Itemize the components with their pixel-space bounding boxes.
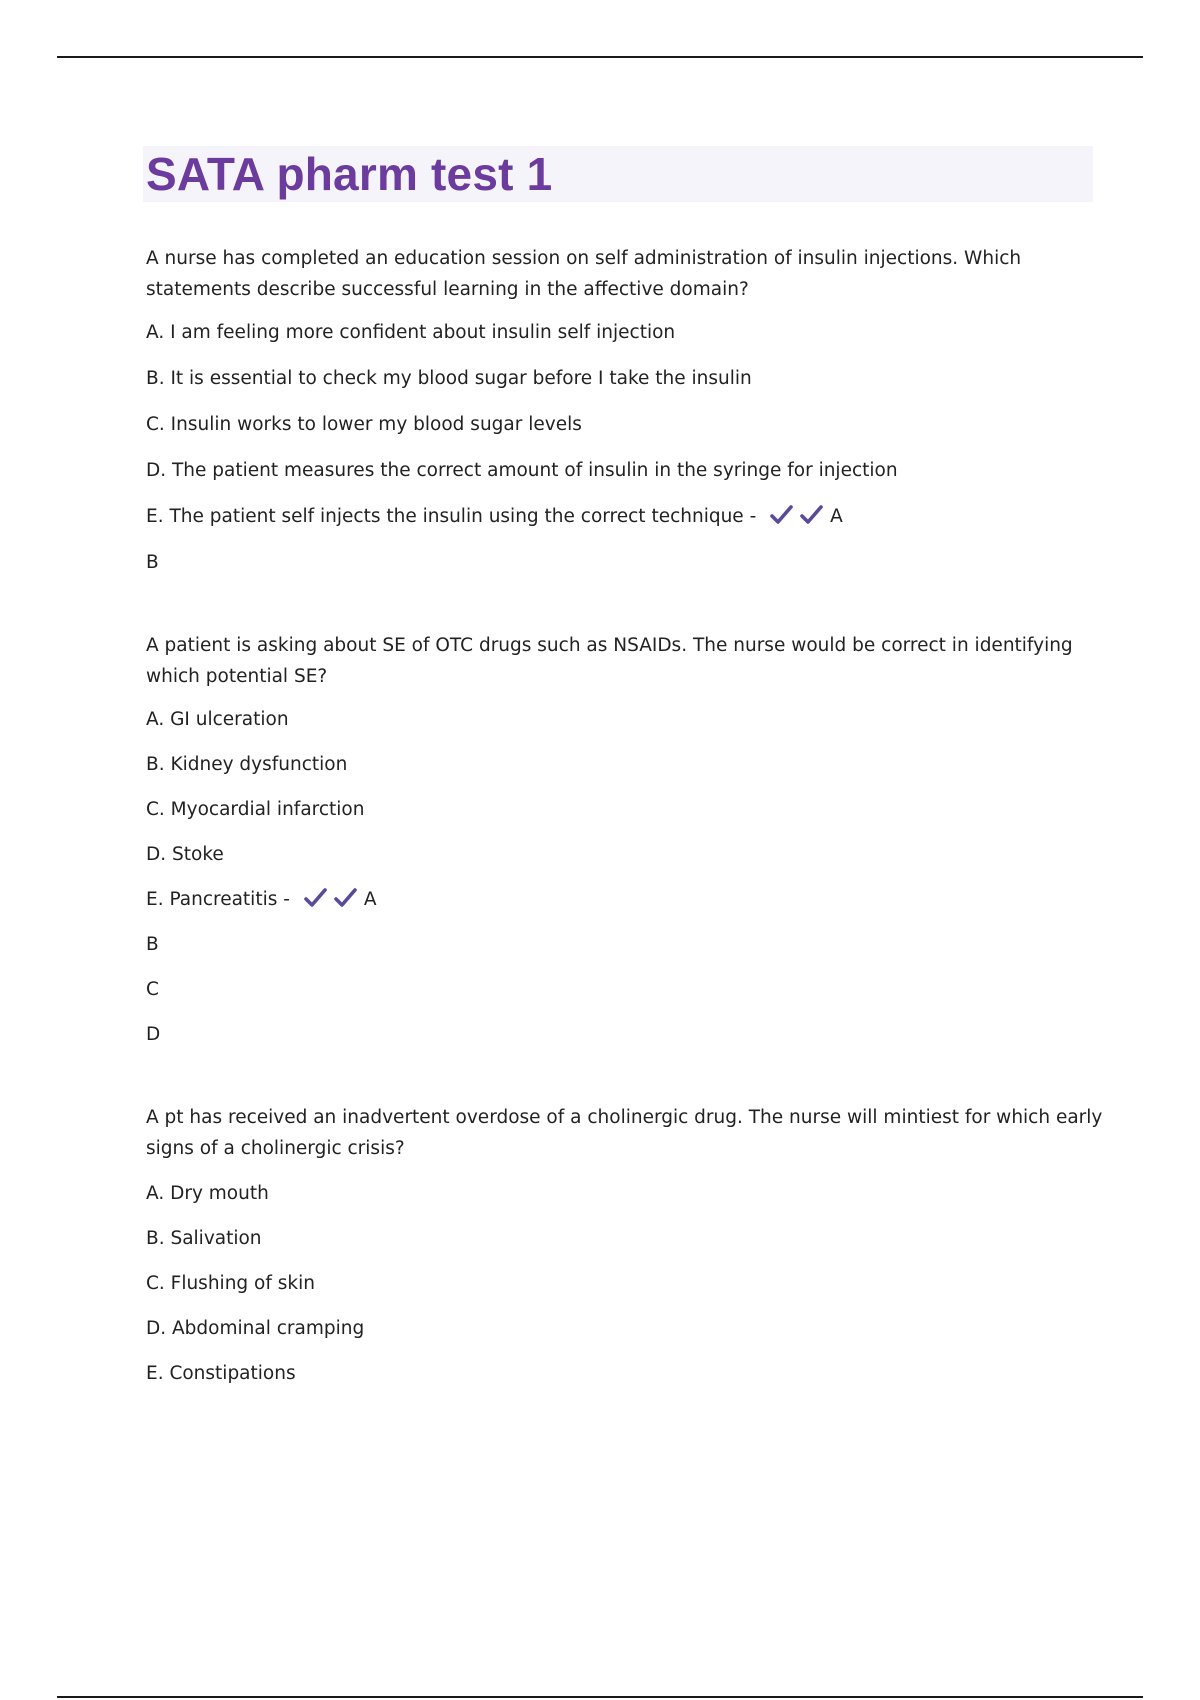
answer-key: A [830, 506, 843, 527]
question-prompt: A patient is asking about SE of OTC drugs such as NSAIDs. The nurse would be correct in identifying which potential SE? [146, 635, 1073, 687]
document-title: SATA pharm test 1 [146, 148, 553, 200]
answer-option: B. Salivation [146, 1228, 262, 1249]
answer-key: A [363, 889, 377, 910]
header-rule [57, 56, 1143, 58]
footer-rule [57, 1696, 1143, 1698]
answer-option: D. The patient measures the correct amount of insulin in the syringe for injection [146, 460, 898, 481]
answer-option: C. Flushing of skin [146, 1273, 315, 1294]
checkmark-icon [770, 504, 794, 526]
answer-option: D. Abdominal cramping [146, 1318, 365, 1339]
answer-option: B. Kidney dysfunction [146, 754, 348, 775]
question-block [146, 1102, 1106, 1389]
answer-option: D. Stoke [146, 844, 224, 865]
answer-option: E. Constipations [146, 1363, 296, 1384]
answer-option: A. GI ulceration [146, 709, 289, 730]
answer-option-text: E. Pancreatitis - [146, 889, 290, 910]
question-block [146, 630, 1106, 1050]
document-body [146, 243, 1106, 1403]
answer-key-line: B [146, 934, 159, 955]
answer-option: C. Insulin works to lower my blood sugar levels [146, 414, 582, 435]
answer-option: A. Dry mouth [146, 1183, 269, 1204]
answer-option: B. It is essential to check my blood sugar before I take the insulin [146, 368, 752, 389]
answer-key-line: D [146, 1024, 161, 1045]
question-block [146, 243, 1106, 578]
answer-option: A. I am feeling more confident about insulin self injection [146, 322, 676, 343]
question-prompt: A nurse has completed an education session on self administration of insulin injections. Which statements describe successful learning in the affective domain? [146, 248, 1022, 300]
checkmark-icon [334, 887, 358, 909]
answer-option-text: E. The patient self injects the insulin using the correct technique - [146, 506, 757, 527]
answer-option [146, 501, 1106, 532]
answer-key-line: C [146, 979, 159, 1000]
question-prompt: A pt has received an inadvertent overdose of a cholinergic drug. The nurse will mintiest for which early signs of a cholinergic crisis? [146, 1107, 1103, 1159]
answer-option: C. Myocardial infarction [146, 799, 365, 820]
answer-key-line: B [146, 552, 159, 573]
checkmark-icon [800, 504, 824, 526]
answer-option [146, 884, 1106, 915]
checkmark-icon [304, 887, 328, 909]
